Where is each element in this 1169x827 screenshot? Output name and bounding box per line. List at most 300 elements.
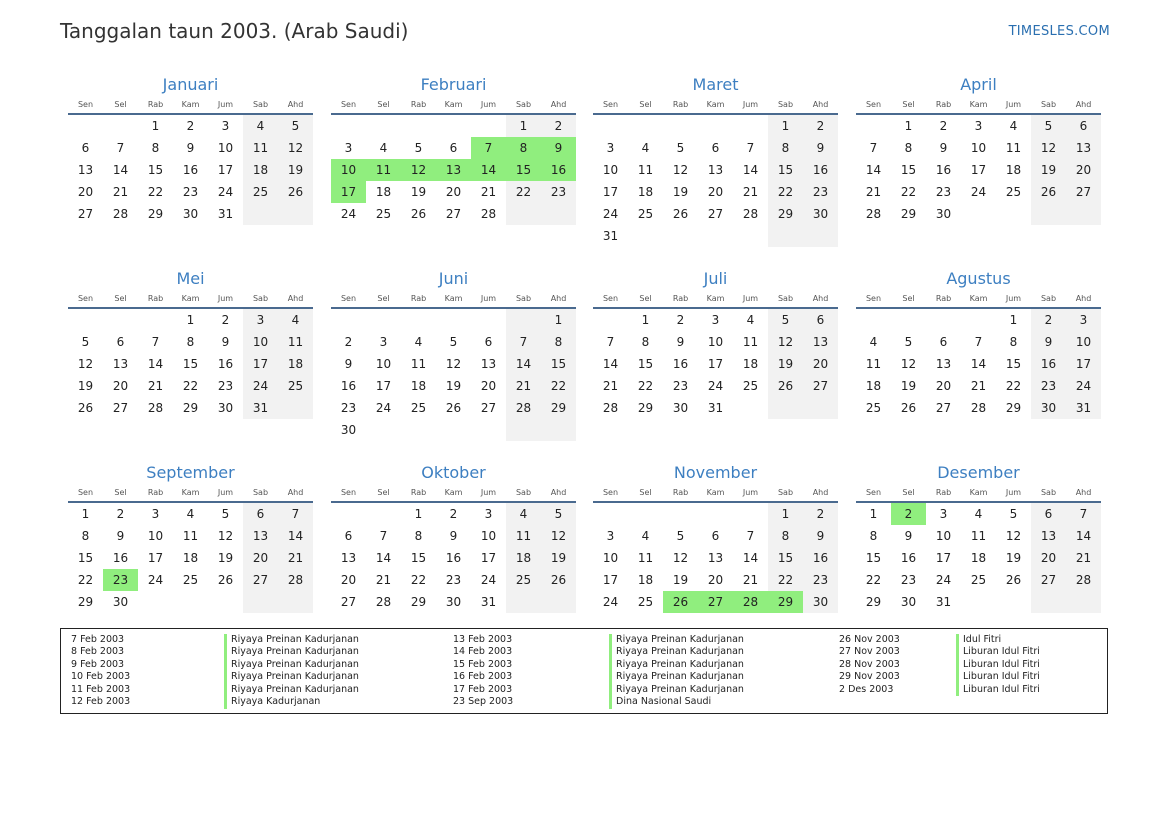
legend-date: 26 Nov 2003 <box>839 634 900 645</box>
day-cell: 23 <box>182 185 199 199</box>
legend-date: 10 Feb 2003 <box>71 671 131 683</box>
weekday-label: Kam <box>969 488 988 497</box>
day-cell: 21 <box>970 379 987 393</box>
day-cell: 24 <box>935 573 952 587</box>
weekday-header <box>331 99 576 115</box>
day-cell: 18 <box>243 159 278 181</box>
day-cell: 16 <box>900 551 917 565</box>
legend-date: 12 Feb 2003 <box>71 696 131 707</box>
day-cell: 9 <box>221 335 230 349</box>
day-cell: 7 <box>278 503 313 525</box>
legend-date: 15 Feb 2003 <box>453 658 513 670</box>
day-cell: 2 <box>116 507 125 521</box>
day-cell: 7 <box>471 137 506 159</box>
day-cell: 16 <box>672 357 689 371</box>
day-cell: 20 <box>707 185 724 199</box>
weekday-label: Jum <box>742 294 759 303</box>
day-cell: 16 <box>445 551 462 565</box>
day-cell: 26 <box>77 401 94 415</box>
day-cell: 7 <box>746 141 755 155</box>
weekday-label: Sen <box>77 294 94 303</box>
day-cell: 12 <box>900 357 917 371</box>
empty-cell <box>366 309 401 331</box>
day-cell: 26 <box>410 207 427 221</box>
day-cell: 5 <box>1031 115 1066 137</box>
day-cell: 24 <box>602 595 619 609</box>
day-cell: 18 <box>410 379 427 393</box>
day-cell: 31 <box>480 595 497 609</box>
day-cell: 6 <box>449 141 458 155</box>
day-cell: 20 <box>803 353 838 375</box>
weekday-label: Kam <box>444 294 463 303</box>
day-cell: 17 <box>602 573 619 587</box>
day-cell: 16 <box>217 357 234 371</box>
day-cell: 11 <box>637 163 654 177</box>
day-cell: 3 <box>1066 309 1101 331</box>
day-cell: 17 <box>707 357 724 371</box>
day-cell: 2 <box>186 119 195 133</box>
day-cell: 17 <box>243 353 278 375</box>
empty-cell <box>698 503 733 525</box>
day-cell: 3 <box>221 119 230 133</box>
empty-cell <box>243 591 278 613</box>
day-cell: 29 <box>768 591 803 613</box>
day-cell: 20 <box>340 573 357 587</box>
day-cell: 25 <box>278 375 313 397</box>
legend-holiday-name: Idul Fitri <box>956 634 1001 647</box>
month-juni <box>331 269 576 441</box>
day-cell: 15 <box>541 353 576 375</box>
day-cell: 23 <box>900 573 917 587</box>
weekday-label: Sab <box>777 100 794 109</box>
day-cell: 4 <box>746 313 755 327</box>
legend-holiday-name: Dina Nasional Saudi <box>609 696 711 709</box>
day-cell: 17 <box>970 163 987 177</box>
empty-cell <box>996 591 1031 613</box>
day-cell: 21 <box>1066 547 1101 569</box>
day-cell: 21 <box>375 573 392 587</box>
day-cell: 21 <box>480 185 497 199</box>
weekday-label: Sab <box>1040 294 1057 303</box>
weekday-header <box>593 293 838 309</box>
day-cell: 18 <box>1005 163 1022 177</box>
weekday-label: Jum <box>742 488 759 497</box>
day-cell: 3 <box>606 141 615 155</box>
weekday-label: Sel <box>114 488 127 497</box>
day-cell: 6 <box>711 529 720 543</box>
day-cell: 3 <box>151 507 160 521</box>
day-cell: 7 <box>746 529 755 543</box>
day-cell: 8 <box>506 137 541 159</box>
weekday-label: Sab <box>1040 488 1057 497</box>
day-cell: 27 <box>935 401 952 415</box>
weekday-label: Rab <box>935 100 952 109</box>
day-cell: 1 <box>641 313 650 327</box>
day-cell: 1 <box>541 309 576 331</box>
day-cell: 5 <box>1009 507 1018 521</box>
weekday-label: Kam <box>706 294 725 303</box>
weekday-label: Ahd <box>550 294 567 303</box>
days-grid <box>593 309 838 419</box>
day-cell: 28 <box>865 207 882 221</box>
day-cell: 15 <box>410 551 427 565</box>
day-cell: 11 <box>1005 141 1022 155</box>
month-name: April <box>960 75 997 94</box>
day-cell: 13 <box>935 357 952 371</box>
day-cell: 8 <box>768 525 803 547</box>
empty-cell <box>663 225 698 247</box>
day-cell: 8 <box>869 529 878 543</box>
day-cell: 24 <box>217 185 234 199</box>
site-link[interactable]: TIMESLES.COM <box>1008 24 1110 39</box>
day-cell: 10 <box>602 551 619 565</box>
day-cell: 7 <box>974 335 983 349</box>
legend-date: 11 Feb 2003 <box>71 683 131 695</box>
weekday-header <box>593 487 838 503</box>
weekday-label: Kam <box>181 294 200 303</box>
day-cell: 12 <box>401 159 436 181</box>
month-name: Juni <box>438 269 469 288</box>
day-cell: 19 <box>77 379 94 393</box>
day-cell: 18 <box>865 379 882 393</box>
weekday-label: Jum <box>217 294 234 303</box>
day-cell: 12 <box>77 357 94 371</box>
day-cell: 31 <box>935 595 952 609</box>
empty-cell <box>103 115 138 137</box>
weekday-label: Ahd <box>550 488 567 497</box>
day-cell: 23 <box>803 569 838 591</box>
day-cell: 27 <box>698 591 733 613</box>
weekday-label: Ahd <box>287 294 304 303</box>
legend-holiday-name: Liburan Idul Fitri <box>956 671 1040 684</box>
day-cell: 5 <box>904 335 913 349</box>
legend-date: 16 Feb 2003 <box>453 671 513 683</box>
day-cell: 8 <box>1009 335 1018 349</box>
day-cell: 22 <box>506 181 541 203</box>
legend-date: 9 Feb 2003 <box>71 658 125 670</box>
day-cell: 4 <box>186 507 195 521</box>
day-cell: 3 <box>939 507 948 521</box>
day-cell: 14 <box>865 163 882 177</box>
day-cell: 14 <box>742 551 759 565</box>
day-cell: 19 <box>410 185 427 199</box>
month-name: Juli <box>703 269 728 288</box>
weekday-label: Sel <box>639 100 652 109</box>
weekday-label: Sen <box>77 488 94 497</box>
weekday-label: Sab <box>515 100 532 109</box>
day-cell: 23 <box>672 379 689 393</box>
holiday-legend <box>60 628 1108 714</box>
empty-cell <box>506 419 541 441</box>
days-grid <box>856 503 1101 613</box>
day-cell: 29 <box>900 207 917 221</box>
day-cell: 12 <box>768 331 803 353</box>
day-cell: 4 <box>869 335 878 349</box>
day-cell: 20 <box>935 379 952 393</box>
weekday-label: Sab <box>777 294 794 303</box>
day-cell: 11 <box>182 529 199 543</box>
day-cell: 4 <box>506 503 541 525</box>
page-title: Tanggalan taun 2003. (Arab Saudi) <box>60 19 409 43</box>
days-grid <box>68 503 313 613</box>
day-cell: 19 <box>900 379 917 393</box>
day-cell: 9 <box>186 141 195 155</box>
days-grid <box>68 309 313 419</box>
days-grid <box>593 115 838 247</box>
weekday-label: Sab <box>777 488 794 497</box>
day-cell: 27 <box>1031 569 1066 591</box>
day-cell: 10 <box>243 331 278 353</box>
empty-cell <box>541 591 576 613</box>
weekday-header <box>856 99 1101 115</box>
month-name: Februari <box>420 75 487 94</box>
weekday-label: Ahd <box>287 488 304 497</box>
empty-cell <box>173 591 208 613</box>
day-cell: 26 <box>1005 573 1022 587</box>
day-cell: 14 <box>375 551 392 565</box>
weekday-header <box>68 487 313 503</box>
weekday-label: Kam <box>181 488 200 497</box>
empty-cell <box>926 309 961 331</box>
empty-cell <box>541 203 576 225</box>
weekday-label: Sab <box>515 294 532 303</box>
day-cell: 13 <box>77 163 94 177</box>
day-cell: 30 <box>182 207 199 221</box>
day-cell: 18 <box>506 547 541 569</box>
day-cell: 28 <box>147 401 164 415</box>
day-cell: 3 <box>606 529 615 543</box>
day-cell: 15 <box>1005 357 1022 371</box>
day-cell: 19 <box>672 185 689 199</box>
day-cell: 17 <box>935 551 952 565</box>
day-cell: 9 <box>116 529 125 543</box>
day-cell: 3 <box>974 119 983 133</box>
day-cell: 11 <box>742 335 759 349</box>
weekday-header <box>856 293 1101 309</box>
month-oktober <box>331 463 576 613</box>
day-cell: 31 <box>243 397 278 419</box>
day-cell: 8 <box>186 335 195 349</box>
day-cell: 1 <box>1009 313 1018 327</box>
day-cell: 25 <box>243 181 278 203</box>
day-cell: 28 <box>742 207 759 221</box>
empty-cell <box>366 115 401 137</box>
legend-holiday-name: Riyaya Preinan Kadurjanan <box>609 671 744 684</box>
month-mei <box>68 269 313 419</box>
day-cell: 9 <box>939 141 948 155</box>
day-cell: 7 <box>379 529 388 543</box>
day-cell: 16 <box>935 163 952 177</box>
legend-date: 7 Feb 2003 <box>71 634 125 645</box>
day-cell: 25 <box>1005 185 1022 199</box>
day-cell: 15 <box>865 551 882 565</box>
weekday-label: Jum <box>480 488 497 497</box>
day-cell: 17 <box>375 379 392 393</box>
day-cell: 12 <box>445 357 462 371</box>
day-cell: 11 <box>637 551 654 565</box>
day-cell: 4 <box>379 141 388 155</box>
day-cell: 29 <box>1005 401 1022 415</box>
weekday-label: Kam <box>444 100 463 109</box>
day-cell: 30 <box>900 595 917 609</box>
day-cell: 14 <box>147 357 164 371</box>
day-cell: 2 <box>803 115 838 137</box>
empty-cell <box>401 419 436 441</box>
day-cell: 22 <box>865 573 882 587</box>
day-cell: 6 <box>1066 115 1101 137</box>
day-cell: 24 <box>602 207 619 221</box>
day-cell: 27 <box>243 569 278 591</box>
legend-holiday-name: Riyaya Preinan Kadurjanan <box>609 684 744 697</box>
empty-cell <box>1066 591 1101 613</box>
day-cell: 20 <box>1031 547 1066 569</box>
day-cell: 25 <box>375 207 392 221</box>
weekday-label: Sel <box>639 488 652 497</box>
day-cell: 31 <box>217 207 234 221</box>
day-cell: 14 <box>278 525 313 547</box>
day-cell: 10 <box>602 163 619 177</box>
day-cell: 20 <box>243 547 278 569</box>
day-cell: 25 <box>506 569 541 591</box>
day-cell: 13 <box>436 159 471 181</box>
month-agustus <box>856 269 1101 419</box>
weekday-label: Ahd <box>287 100 304 109</box>
day-cell: 20 <box>707 573 724 587</box>
day-cell: 20 <box>112 379 129 393</box>
weekday-label: Kam <box>969 100 988 109</box>
day-cell: 6 <box>81 141 90 155</box>
day-cell: 26 <box>663 591 698 613</box>
day-cell: 1 <box>151 119 160 133</box>
day-cell: 3 <box>379 335 388 349</box>
day-cell: 26 <box>1031 181 1066 203</box>
weekday-label: Ahd <box>1075 488 1092 497</box>
day-cell: 30 <box>445 595 462 609</box>
day-cell: 27 <box>707 207 724 221</box>
day-cell: 27 <box>445 207 462 221</box>
day-cell: 25 <box>637 207 654 221</box>
month-name: November <box>673 463 758 482</box>
day-cell: 28 <box>970 401 987 415</box>
day-cell: 10 <box>970 141 987 155</box>
day-cell: 10 <box>331 159 366 181</box>
day-cell: 5 <box>676 529 685 543</box>
empty-cell <box>401 309 436 331</box>
day-cell: 1 <box>768 115 803 137</box>
day-cell: 30 <box>803 591 838 613</box>
day-cell: 29 <box>147 207 164 221</box>
empty-cell <box>138 591 173 613</box>
day-cell: 7 <box>116 141 125 155</box>
empty-cell <box>803 397 838 419</box>
empty-cell <box>628 225 663 247</box>
empty-cell <box>68 115 103 137</box>
day-cell: 24 <box>147 573 164 587</box>
day-cell: 22 <box>147 185 164 199</box>
legend-date: 29 Nov 2003 <box>839 671 900 683</box>
day-cell: 16 <box>112 551 129 565</box>
day-cell: 26 <box>278 181 313 203</box>
month-juli <box>593 269 838 419</box>
day-cell: 7 <box>1066 503 1101 525</box>
empty-cell <box>698 115 733 137</box>
day-cell: 2 <box>891 503 926 525</box>
empty-cell <box>856 115 891 137</box>
day-cell: 12 <box>672 163 689 177</box>
empty-cell <box>1031 203 1066 225</box>
day-cell: 19 <box>1031 159 1066 181</box>
weekday-header <box>68 99 313 115</box>
day-cell: 12 <box>217 529 234 543</box>
weekday-label: Jum <box>1005 100 1022 109</box>
weekday-label: Rab <box>935 294 952 303</box>
weekday-label: Ahd <box>812 294 829 303</box>
month-name: Desember <box>937 463 1020 482</box>
day-cell: 21 <box>112 185 129 199</box>
day-cell: 29 <box>865 595 882 609</box>
day-cell: 26 <box>900 401 917 415</box>
day-cell: 2 <box>449 507 458 521</box>
day-cell: 29 <box>768 203 803 225</box>
weekday-header <box>68 293 313 309</box>
day-cell: 24 <box>480 573 497 587</box>
day-cell: 24 <box>340 207 357 221</box>
day-cell: 10 <box>1066 331 1101 353</box>
month-februari <box>331 75 576 225</box>
day-cell: 17 <box>147 551 164 565</box>
empty-cell <box>733 225 768 247</box>
day-cell: 15 <box>900 163 917 177</box>
weekday-label: Sel <box>114 100 127 109</box>
legend-date: 17 Feb 2003 <box>453 683 513 695</box>
day-cell: 4 <box>974 507 983 521</box>
day-cell: 13 <box>1031 525 1066 547</box>
day-cell: 13 <box>340 551 357 565</box>
day-cell: 11 <box>366 159 401 181</box>
day-cell: 22 <box>410 573 427 587</box>
day-cell: 12 <box>1005 529 1022 543</box>
day-cell: 31 <box>602 229 619 243</box>
weekday-label: Sab <box>252 100 269 109</box>
month-name: Maret <box>692 75 739 94</box>
weekday-label: Sen <box>602 294 619 303</box>
day-cell: 23 <box>445 573 462 587</box>
day-cell: 4 <box>243 115 278 137</box>
weekday-label: Jum <box>217 100 234 109</box>
day-cell: 25 <box>742 379 759 393</box>
legend-holiday-name: Riyaya Preinan Kadurjanan <box>224 684 359 697</box>
day-cell: 21 <box>742 573 759 587</box>
day-cell: 19 <box>445 379 462 393</box>
day-cell: 27 <box>340 595 357 609</box>
empty-cell <box>541 419 576 441</box>
month-januari <box>68 75 313 225</box>
empty-cell <box>1031 591 1066 613</box>
day-cell: 17 <box>331 181 366 203</box>
day-cell: 14 <box>742 163 759 177</box>
day-cell: 6 <box>939 335 948 349</box>
day-cell: 5 <box>414 141 423 155</box>
day-cell: 25 <box>865 401 882 415</box>
day-cell: 16 <box>803 547 838 569</box>
day-cell: 7 <box>506 331 541 353</box>
days-grid <box>331 115 576 225</box>
day-cell: 24 <box>243 375 278 397</box>
day-cell: 1 <box>186 313 195 327</box>
weekday-label: Sel <box>639 294 652 303</box>
empty-cell <box>208 591 243 613</box>
empty-cell <box>506 203 541 225</box>
